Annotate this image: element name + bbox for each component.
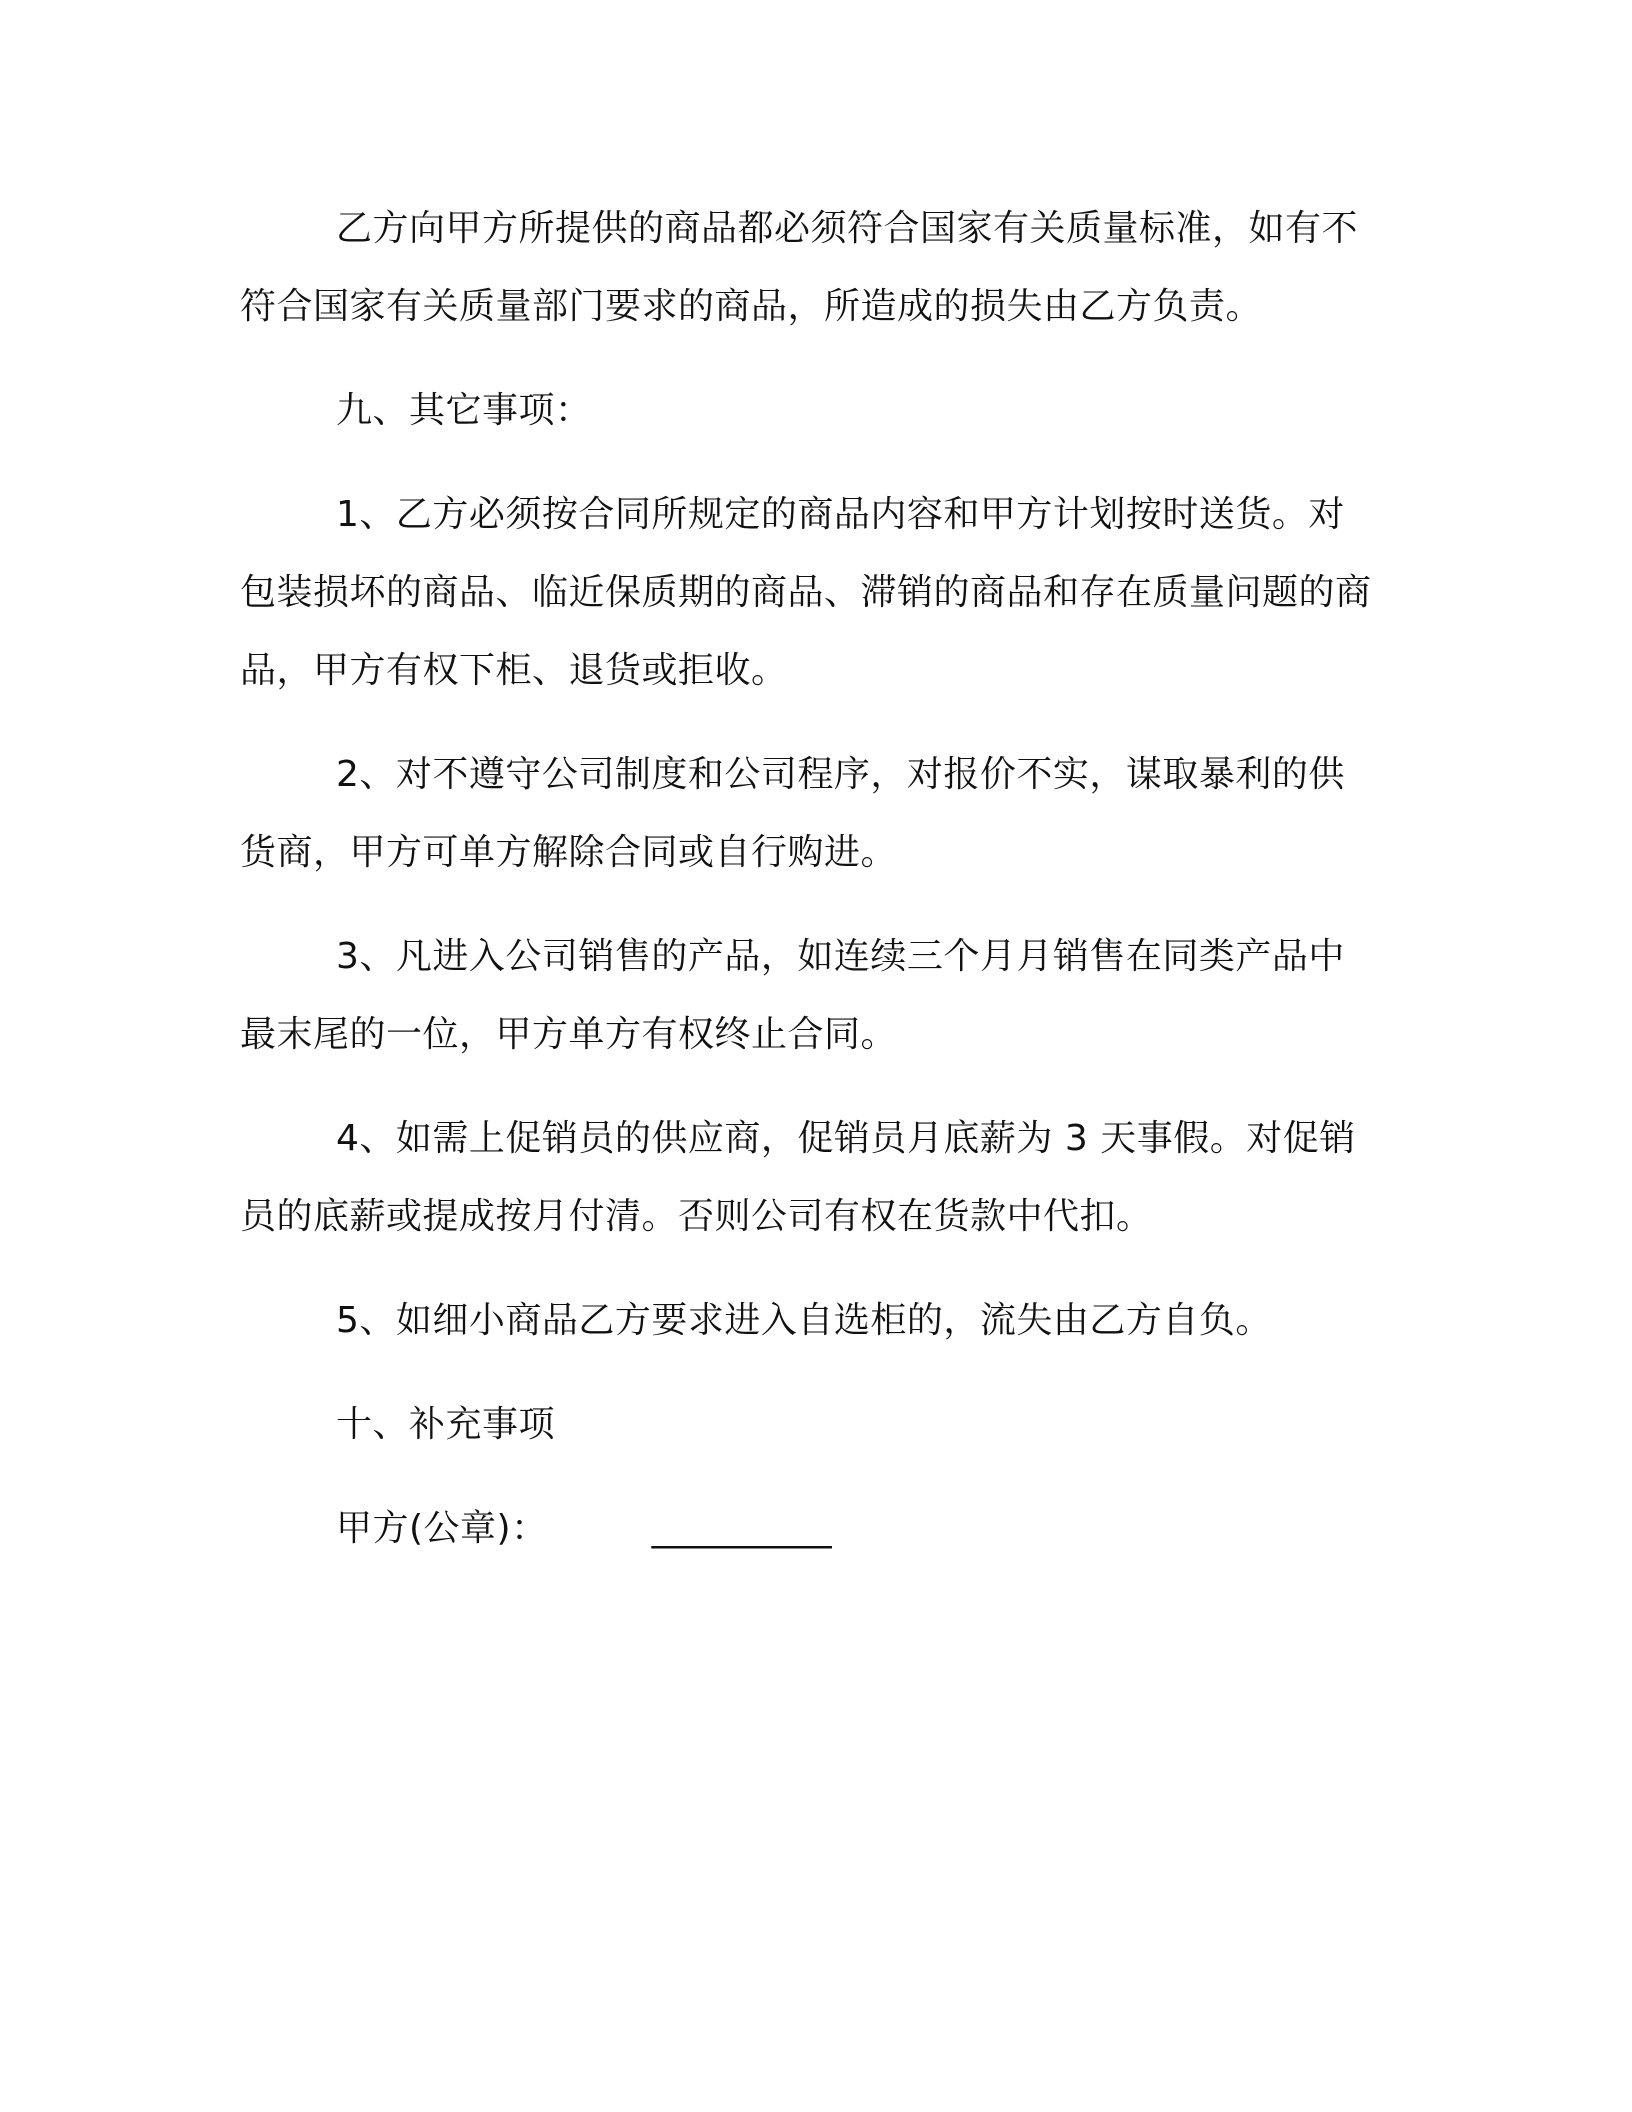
clause-2: 2、对不遵守公司制度和公司程序，对报价不实，谋取暴利的供货商，甲方可单方解除合同或自行购进。 bbox=[240, 754, 1345, 873]
signature-label: 甲方(公章)： bbox=[336, 1508, 548, 1549]
clause-1: 1、乙方必须按合同所规定的商品内容和甲方计划按时送货。对包装损坏的商品、临近保质期的商品、滞销的商品和存在质量问题的商品，甲方有权下柜、退货或拒收。 bbox=[240, 494, 1372, 691]
document-body bbox=[240, 190, 1380, 1568]
clause-4: 4、如需上促销员的供应商，促销员月底薪为 3 天事假。对促销员的底薪或提成按月付清。否则公司有权在货款中代扣。 bbox=[240, 1118, 1356, 1237]
clause-3: 3、凡进入公司销售的产品，如连续三个月月销售在同类产品中最末尾的一位，甲方单方有权终止合同。 bbox=[240, 936, 1345, 1055]
section-heading-other-matters: 九、其它事项： bbox=[336, 390, 592, 431]
paragraph-quality-standard: 乙方向甲方所提供的商品都必须符合国家有关质量标准，如有不符合国家有关质量部门要求的商品，所造成的损失由乙方负责。 bbox=[240, 208, 1359, 327]
signature-party-a bbox=[240, 1490, 1380, 1568]
clause-5: 5、如细小商品乙方要求进入自选柜的，流失由乙方自负。 bbox=[336, 1300, 1272, 1341]
section-heading-supplementary: 十、补充事项 bbox=[336, 1404, 556, 1445]
signature-blank: __________ bbox=[651, 1508, 832, 1549]
